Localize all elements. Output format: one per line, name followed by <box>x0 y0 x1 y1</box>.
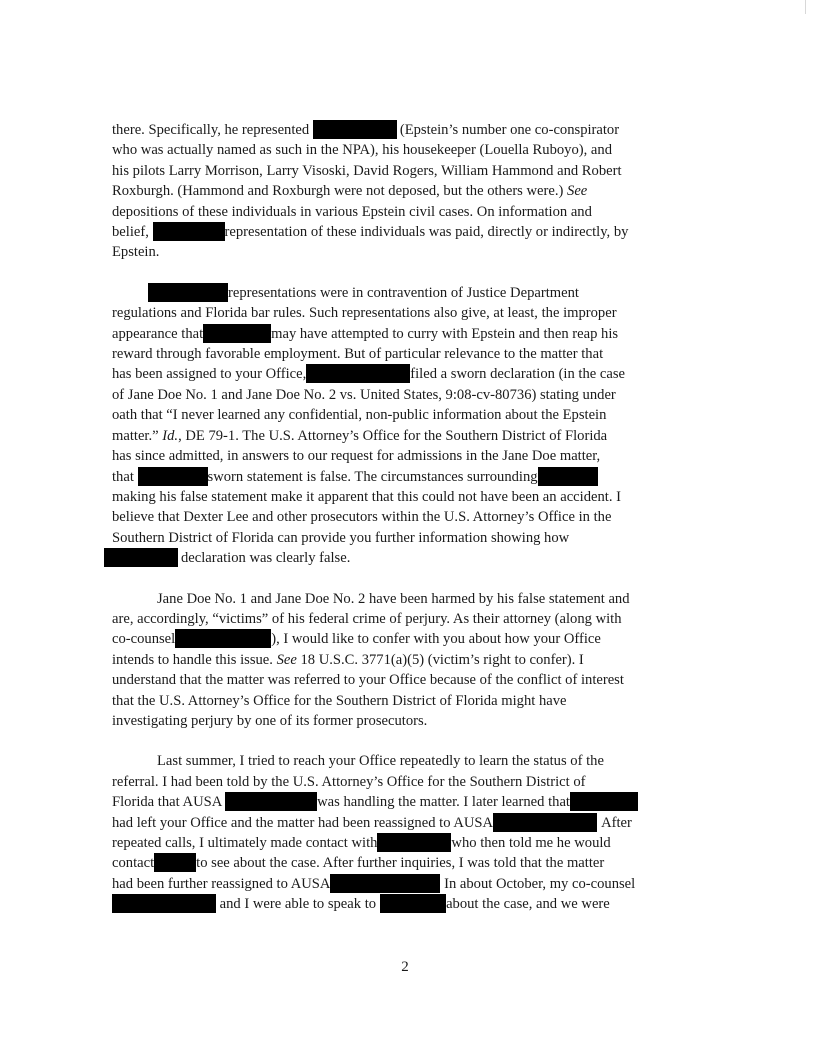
page-edge-line <box>805 0 806 14</box>
text-line: reward through favorable employment. But of particular relevance to the matter that <box>112 346 604 363</box>
text-line: that sworn statement is false. The circumstances surrounding <box>112 467 702 487</box>
text-line: Roxburgh. (Hammond and Roxburgh were not deposed, but the others were.) See <box>112 183 588 200</box>
text-line: Jane Doe No. 1 and Jane Doe No. 2 have been harmed by his false statement and <box>157 590 630 607</box>
redaction-bar <box>203 324 271 343</box>
paragraph-contravention <box>112 283 702 569</box>
text-line: had left your Office and the matter had been reassigned to AUSA After <box>112 814 632 831</box>
text-line: understand that the matter was referred to your Office because of the conflict of interest <box>112 672 624 689</box>
paragraph-representation <box>112 120 702 263</box>
text-line: referral. I had been told by the U.S. Attorney’s Office for the Southern District of <box>112 773 586 790</box>
text-line: representations were in contravention of Justice Department <box>112 283 702 303</box>
text-line: repeated calls, I ultimately made contact with who then told me he would <box>112 835 611 851</box>
redaction-bar <box>225 792 317 811</box>
redaction-bar <box>313 120 397 139</box>
text-line: are, accordingly, “victims” of his federal crime of perjury. As their attorney (along with <box>112 610 622 627</box>
paragraph-last-summer <box>112 751 702 914</box>
text-line: and I were able to speak to about the case, and we were <box>112 894 702 914</box>
text-line: of Jane Doe No. 1 and Jane Doe No. 2 vs. United States, 9:08-cv-80736) stating under <box>112 386 616 403</box>
text-line: Florida that AUSA was handling the matter. I later learned that <box>112 792 702 812</box>
page-number: 2 <box>401 959 409 975</box>
redaction-bar <box>104 548 178 567</box>
text-line: oath that “I never learned any confidential, non-public information about the Epstein <box>112 407 607 424</box>
text-line: there. Specifically, he represented (Epstein’s number one co-conspirator <box>112 122 620 138</box>
text-line: had been further reassigned to AUSA In about October, my co-counsel <box>112 875 636 892</box>
redaction-bar <box>493 813 597 832</box>
text-line: Southern District of Florida can provide you further information showing how <box>112 529 570 546</box>
redaction-bar <box>380 894 446 913</box>
redaction-bar <box>538 467 598 486</box>
text-line: has been assigned to your Office, filed a sworn declaration (in the case <box>112 366 626 383</box>
text-line: investigating perjury by one of its former prosecutors. <box>112 712 428 729</box>
redaction-bar <box>153 222 225 241</box>
paragraph-victims <box>112 589 702 732</box>
redaction-bar <box>154 853 196 872</box>
redaction-bar <box>306 364 410 383</box>
redaction-bar <box>330 874 440 893</box>
redaction-bar <box>148 283 228 302</box>
redaction-bar <box>570 792 638 811</box>
text-line: who was actually named as such in the NPA), his housekeeper (Louella Ruboyo), and <box>112 142 612 159</box>
text-line: his pilots Larry Morrison, Larry Visoski, David Rogers, William Hammond and Robert <box>112 162 622 179</box>
text-line: Last summer, I tried to reach your Office repeatedly to learn the status of the <box>157 753 604 770</box>
text-line: depositions of these individuals in various Epstein civil cases. On information and <box>112 203 592 220</box>
redaction-bar <box>112 894 216 913</box>
text-line: regulations and Florida bar rules. Such representations also give, at least, the improper <box>112 305 617 322</box>
letter-body <box>112 120 702 915</box>
redaction-bar <box>377 833 451 852</box>
text-line: declaration was clearly false. <box>112 548 702 568</box>
redaction-bar <box>175 629 271 648</box>
text-line: co-counsel ), I would like to confer with you about how your Office <box>112 631 601 648</box>
text-line: has since admitted, in answers to our request for admissions in the Jane Doe matter, <box>112 448 601 465</box>
text-line: matter.” Id., DE 79-1. The U.S. Attorney’s Office for the Southern District of Florida <box>112 427 608 444</box>
text-line: that the U.S. Attorney’s Office for the Southern District of Florida might have <box>112 692 567 709</box>
text-line: believe that Dexter Lee and other prosecutors within the U.S. Attorney’s Office in the <box>112 509 612 526</box>
text-line: contact to see about the case. After further inquiries, I was told that the matter <box>112 855 605 872</box>
redaction-bar <box>138 467 208 486</box>
text-line: Epstein. <box>112 244 160 261</box>
text-line: intends to handle this issue. See 18 U.S.C. 3771(a)(5) (victim’s right to confer). I <box>112 651 584 668</box>
text-line: making his false statement make it apparent that this could not have been an accident. I <box>112 488 621 505</box>
text-line: appearance that may have attempted to curry with Epstein and then reap his <box>112 325 619 342</box>
text-line: belief, representation of these individuals was paid, directly or indirectly, by <box>112 224 629 241</box>
